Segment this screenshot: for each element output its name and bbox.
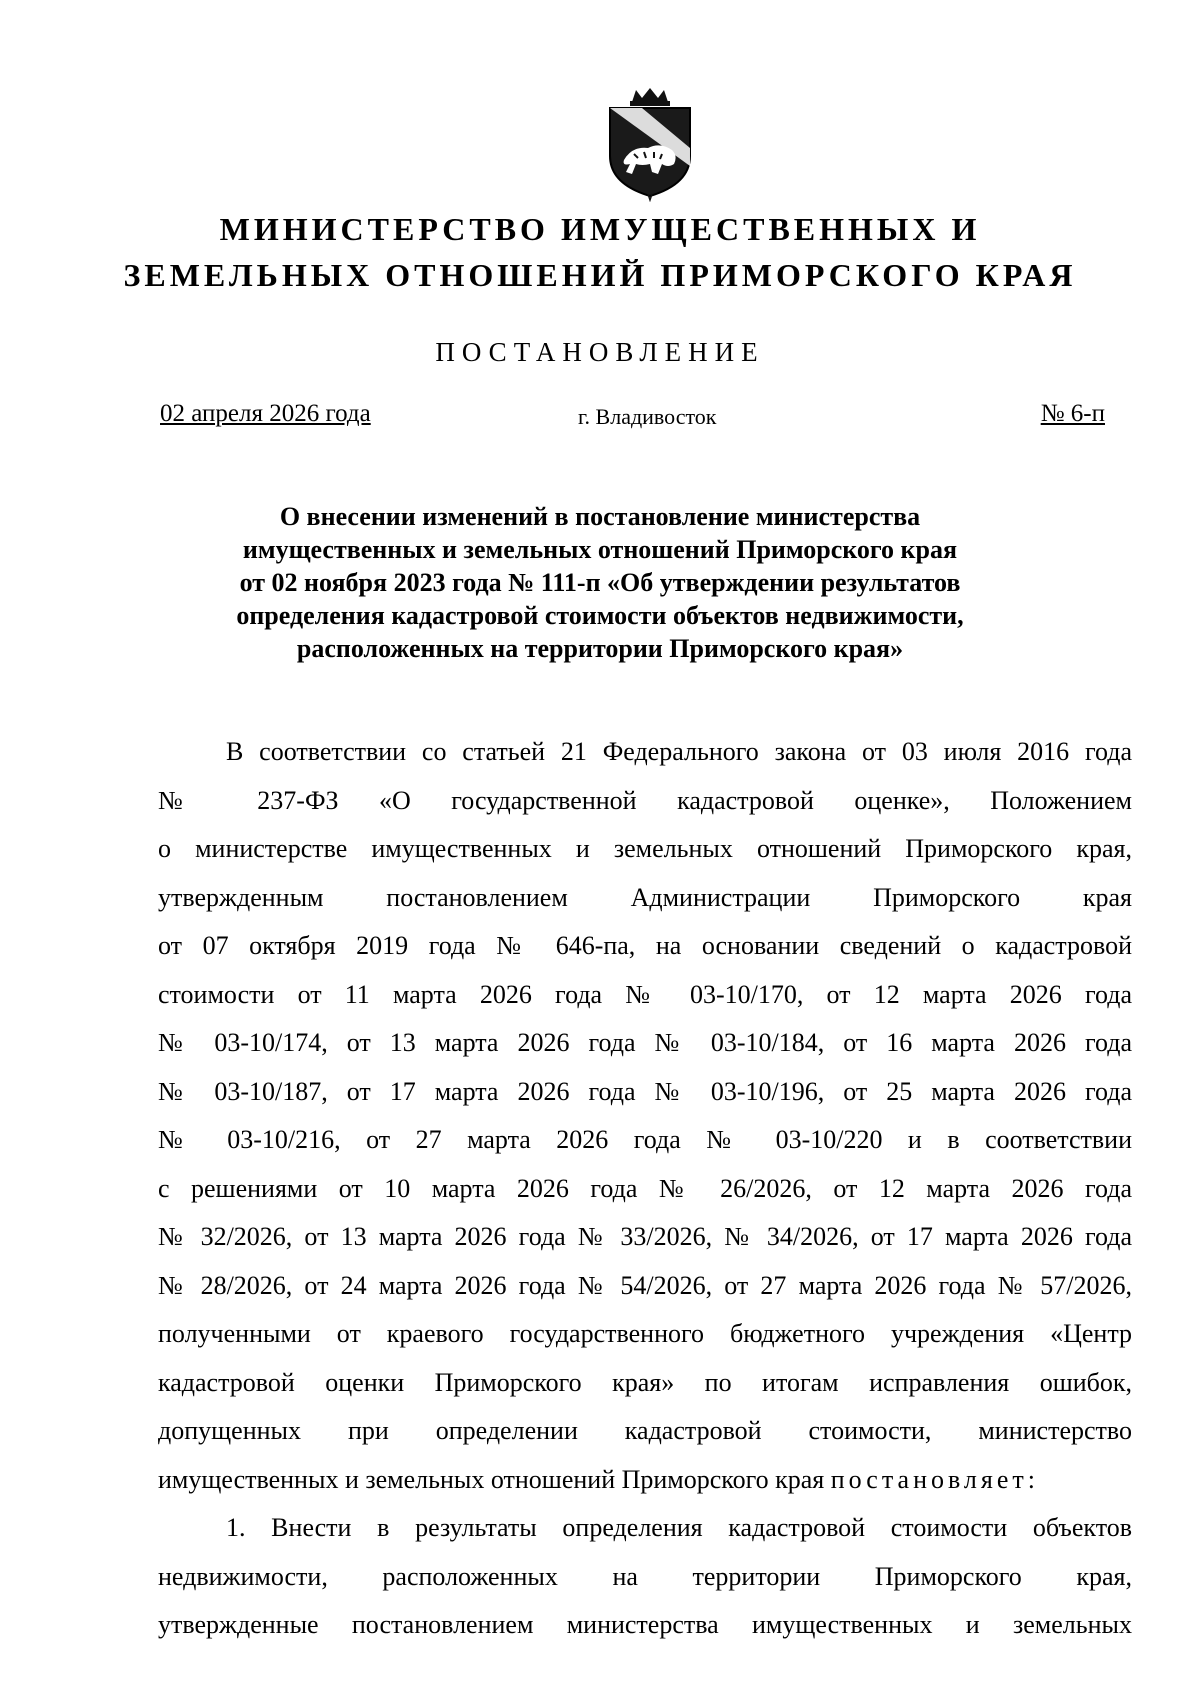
- body-line: о министерстве имущественных и земельных отношений Приморского края,: [158, 834, 1132, 863]
- body-line: № 03-10/174, от 13 марта 2026 года № 03-10/184, от 16 марта 2026 года: [158, 1028, 1132, 1057]
- item-1-line: недвижимости, расположенных на территории Приморского края,: [158, 1561, 1132, 1591]
- document-number: № 6-п: [1040, 400, 1105, 427]
- title-line: О внесении изменений в постановление министерства: [279, 502, 921, 531]
- title-line: расположенных на территории Приморского края»: [296, 634, 904, 663]
- body-line: допущенных при определении кадастровой стоимости, министерство: [158, 1416, 1132, 1445]
- item-1-line: 1. Внести в результаты определения кадастровой стоимости объектов: [226, 1513, 1132, 1542]
- body-line: № 03-10/216, от 27 марта 2026 года № 03-10/220 и в соответствии: [158, 1125, 1132, 1154]
- resolution-keyword: постановляет:: [830, 1464, 1039, 1494]
- body-line: утвержденным постановлением Администрации Приморского края: [158, 882, 1132, 912]
- coat-of-arms-icon: [602, 86, 698, 202]
- document-meta: [0, 400, 1200, 440]
- title-line: от 02 ноября 2023 года № 111-п «Об утверждении результатов: [239, 568, 961, 597]
- body-line: В соответствии со статьей 21 Федерального закона от 03 июля 2016 года: [226, 737, 1132, 766]
- document-date: 02 апреля 2026 года: [160, 400, 371, 427]
- body-line: от 07 октября 2019 года № 646-па, на основании сведений о кадастровой: [158, 931, 1132, 960]
- ministry-name: [100, 206, 1100, 298]
- body-line: с решениями от 10 марта 2026 года № 26/2026, от 12 марта 2026 года: [158, 1173, 1132, 1203]
- body-final-line: [158, 1456, 1132, 1505]
- title-line: определения кадастровой стоимости объектов недвижимости,: [236, 601, 964, 630]
- body-line: стоимости от 11 марта 2026 года № 03-10/170, от 12 марта 2026 года: [158, 979, 1132, 1009]
- document-city: г. Владивосток: [578, 404, 717, 429]
- body-line: № 237-ФЗ «О государственной кадастровой оценке», Положением: [158, 785, 1132, 815]
- body-line: № 03-10/187, от 17 марта 2026 года № 03-10/196, от 25 марта 2026 года: [158, 1076, 1132, 1106]
- item-1-line: утвержденные постановлением министерства имущественных и земельных: [158, 1610, 1132, 1639]
- title-line: имущественных и земельных отношений Приморского края: [242, 535, 958, 564]
- document-title: [140, 500, 1060, 665]
- document-type: ПОСТАНОВЛЕНИЕ: [435, 337, 765, 367]
- body-line: полученными от краевого государственного бюджетного учреждения «Центр: [158, 1319, 1132, 1348]
- ministry-name-line-1: МИНИСТЕРСТВО ИМУЩЕСТВЕННЫХ И: [219, 211, 981, 247]
- body-line: кадастровой оценки Приморского края» по итогам исправления ошибок,: [158, 1367, 1132, 1397]
- document-body: [158, 728, 1132, 1650]
- body-line: № 28/2026, от 24 марта 2026 года № 54/2026, от 27 марта 2026 года № 57/2026,: [158, 1270, 1132, 1300]
- body-line: № 32/2026, от 13 марта 2026 года № 33/2026, № 34/2026, от 17 марта 2026 года: [158, 1222, 1132, 1251]
- ministry-name-line-2: ЗЕМЕЛЬНЫХ ОТНОШЕНИЙ ПРИМОРСКОГО КРАЯ: [123, 257, 1077, 293]
- body-final-text: имущественных и земельных отношений Приморского края: [158, 1464, 831, 1494]
